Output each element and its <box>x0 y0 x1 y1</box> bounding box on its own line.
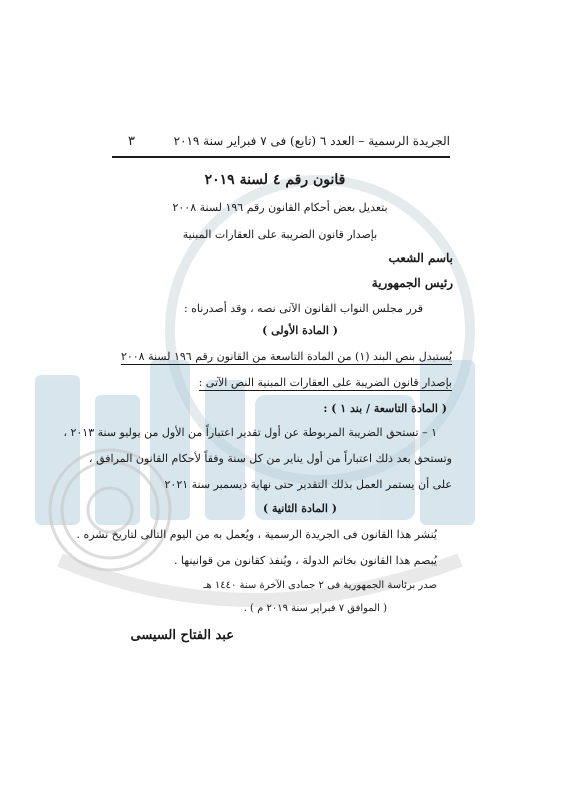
law-subtitle-2: بإصدار قانون الضريبة على العقارات المبنية <box>182 228 378 241</box>
president-heading: رئيس الجمهورية <box>371 276 453 290</box>
article-9-line-1: ١ – تستحق الضريبة المربوطة عن أول تقدير اعتباراً من الأول من يوليو سنة ٢٠١٣ ، <box>63 426 437 439</box>
in-name-of-people: باسم الشعب <box>388 251 453 265</box>
article-1-line-2: بإصدار قانون الضريبة على العقارات المبنية النص الآتى : <box>198 376 452 389</box>
article-2-heading: ( المادة الثانية ) <box>262 502 338 515</box>
article-2-line-1: يُنشر هذا القانون فى الجريدة الرسمية ، ويُعمل به من اليوم التالى لتاريخ نشره . <box>76 528 437 541</box>
article-9-line-2: وتستحق بعد ذلك اعتباراً من أول يناير من كل سنة وفقاً لأحكام القانون المرافق ، <box>89 452 452 465</box>
page-number: ٣ <box>128 134 135 149</box>
law-title: قانون رقم ٤ لسنة ٢٠١٩ <box>204 172 346 188</box>
article-9-heading: ( المادة التاسعة / بند ١ ) : <box>323 402 447 415</box>
article-1-heading: ( المادة الأولى ) <box>262 324 338 337</box>
header-rule <box>112 156 450 158</box>
law-subtitle-1: بتعديل بعض أحكام القانون رقم ١٩٦ لسنة ٢٠٠٨ <box>172 201 388 214</box>
issued-line-2: ( الموافق ٧ فبراير سنة ٢٠١٩ م ) . <box>243 603 387 614</box>
issued-line-1: صدر برئاسة الجمهورية فى ٢ جمادى الآخرة سنة ١٤٤٠ هـ <box>203 580 437 591</box>
signature: عبد الفتاح السيسى <box>130 628 234 643</box>
article-9-line-3: على أن يستمر العمل بذلك التقدير حتى نهاية ديسمبر سنة ٢٠٢١ <box>164 478 452 491</box>
preamble: قرر مجلس النواب القانون الآتى نصه ، وقد أصدرناه : <box>183 302 423 315</box>
article-2-line-2: يُبصم هذا القانون بخاتم الدولة ، ويُنفذ كقانون من قوانينها . <box>173 554 437 567</box>
running-title: الجريدة الرسمية – العدد ٦ (تابع) فى ٧ فبراير سنة ٢٠١٩ <box>173 134 450 148</box>
article-1-line-1: يُستبدل بنص البند (١) من المادة التاسعة من القانون رقم ١٩٦ لسنة ٢٠٠٨ <box>120 350 452 363</box>
